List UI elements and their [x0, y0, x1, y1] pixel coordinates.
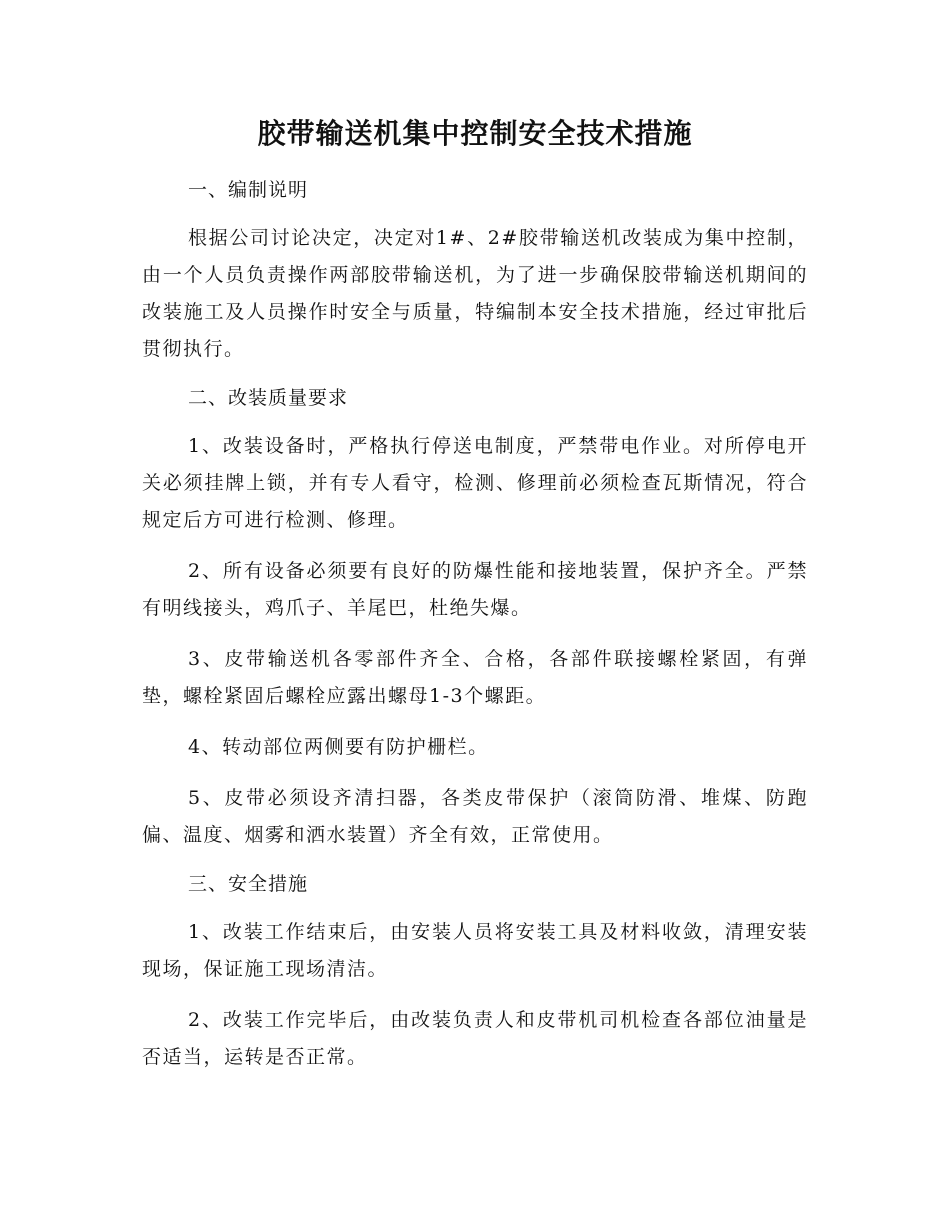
section-quality-requirements	[142, 382, 808, 854]
paragraph: 5、皮带必须设齐清扫器，各类皮带保护（滚筒防滑、堆煤、防跑偏、温度、烟雾和洒水装置）齐全有效，正常使用。	[142, 787, 808, 846]
paragraph: 3、皮带输送机各零部件齐全、合格，各部件联接螺栓紧固，有弹垫，螺栓紧固后螺栓应露出螺母1-3个螺距。	[142, 648, 808, 707]
section-heading: 二、改装质量要求	[188, 387, 349, 409]
paragraph: 根据公司讨论决定，决定对1#、2#胶带输送机改装成为集中控制，由一个人员负责操作两部胶带输送机，为了进一步确保胶带输送机期间的改装施工及人员操作时安全与质量，特编制本安全技术措施，经过审批后贯彻执行。	[142, 227, 808, 360]
paragraph: 1、改装工作结束后，由安装人员将安装工具及材料收敛，清理安装现场，保证施工现场清洁。	[142, 921, 808, 980]
section-heading: 三、安全措施	[188, 873, 309, 895]
paragraph: 2、改装工作完毕后，由改装负责人和皮带机司机检查各部位油量是否适当，运转是否正常。	[142, 1009, 808, 1068]
section-safety-measures	[142, 868, 808, 1076]
section-heading: 一、编制说明	[188, 179, 309, 201]
paragraph: 4、转动部位两侧要有防护栅栏。	[188, 736, 489, 758]
paragraph: 2、所有设备必须要有良好的防爆性能和接地装置，保护齐全。严禁有明线接头，鸡爪子、羊尾巴，杜绝失爆。	[142, 560, 808, 619]
section-preparation	[142, 174, 808, 368]
document-title: 胶带输送机集中控制安全技术措施	[257, 117, 693, 150]
paragraph: 1、改装设备时，严格执行停送电制度，严禁带电作业。对所停电开关必须挂牌上锁，并有专人看守，检测、修理前必须检查瓦斯情况，符合规定后方可进行检测、修理。	[142, 435, 808, 531]
